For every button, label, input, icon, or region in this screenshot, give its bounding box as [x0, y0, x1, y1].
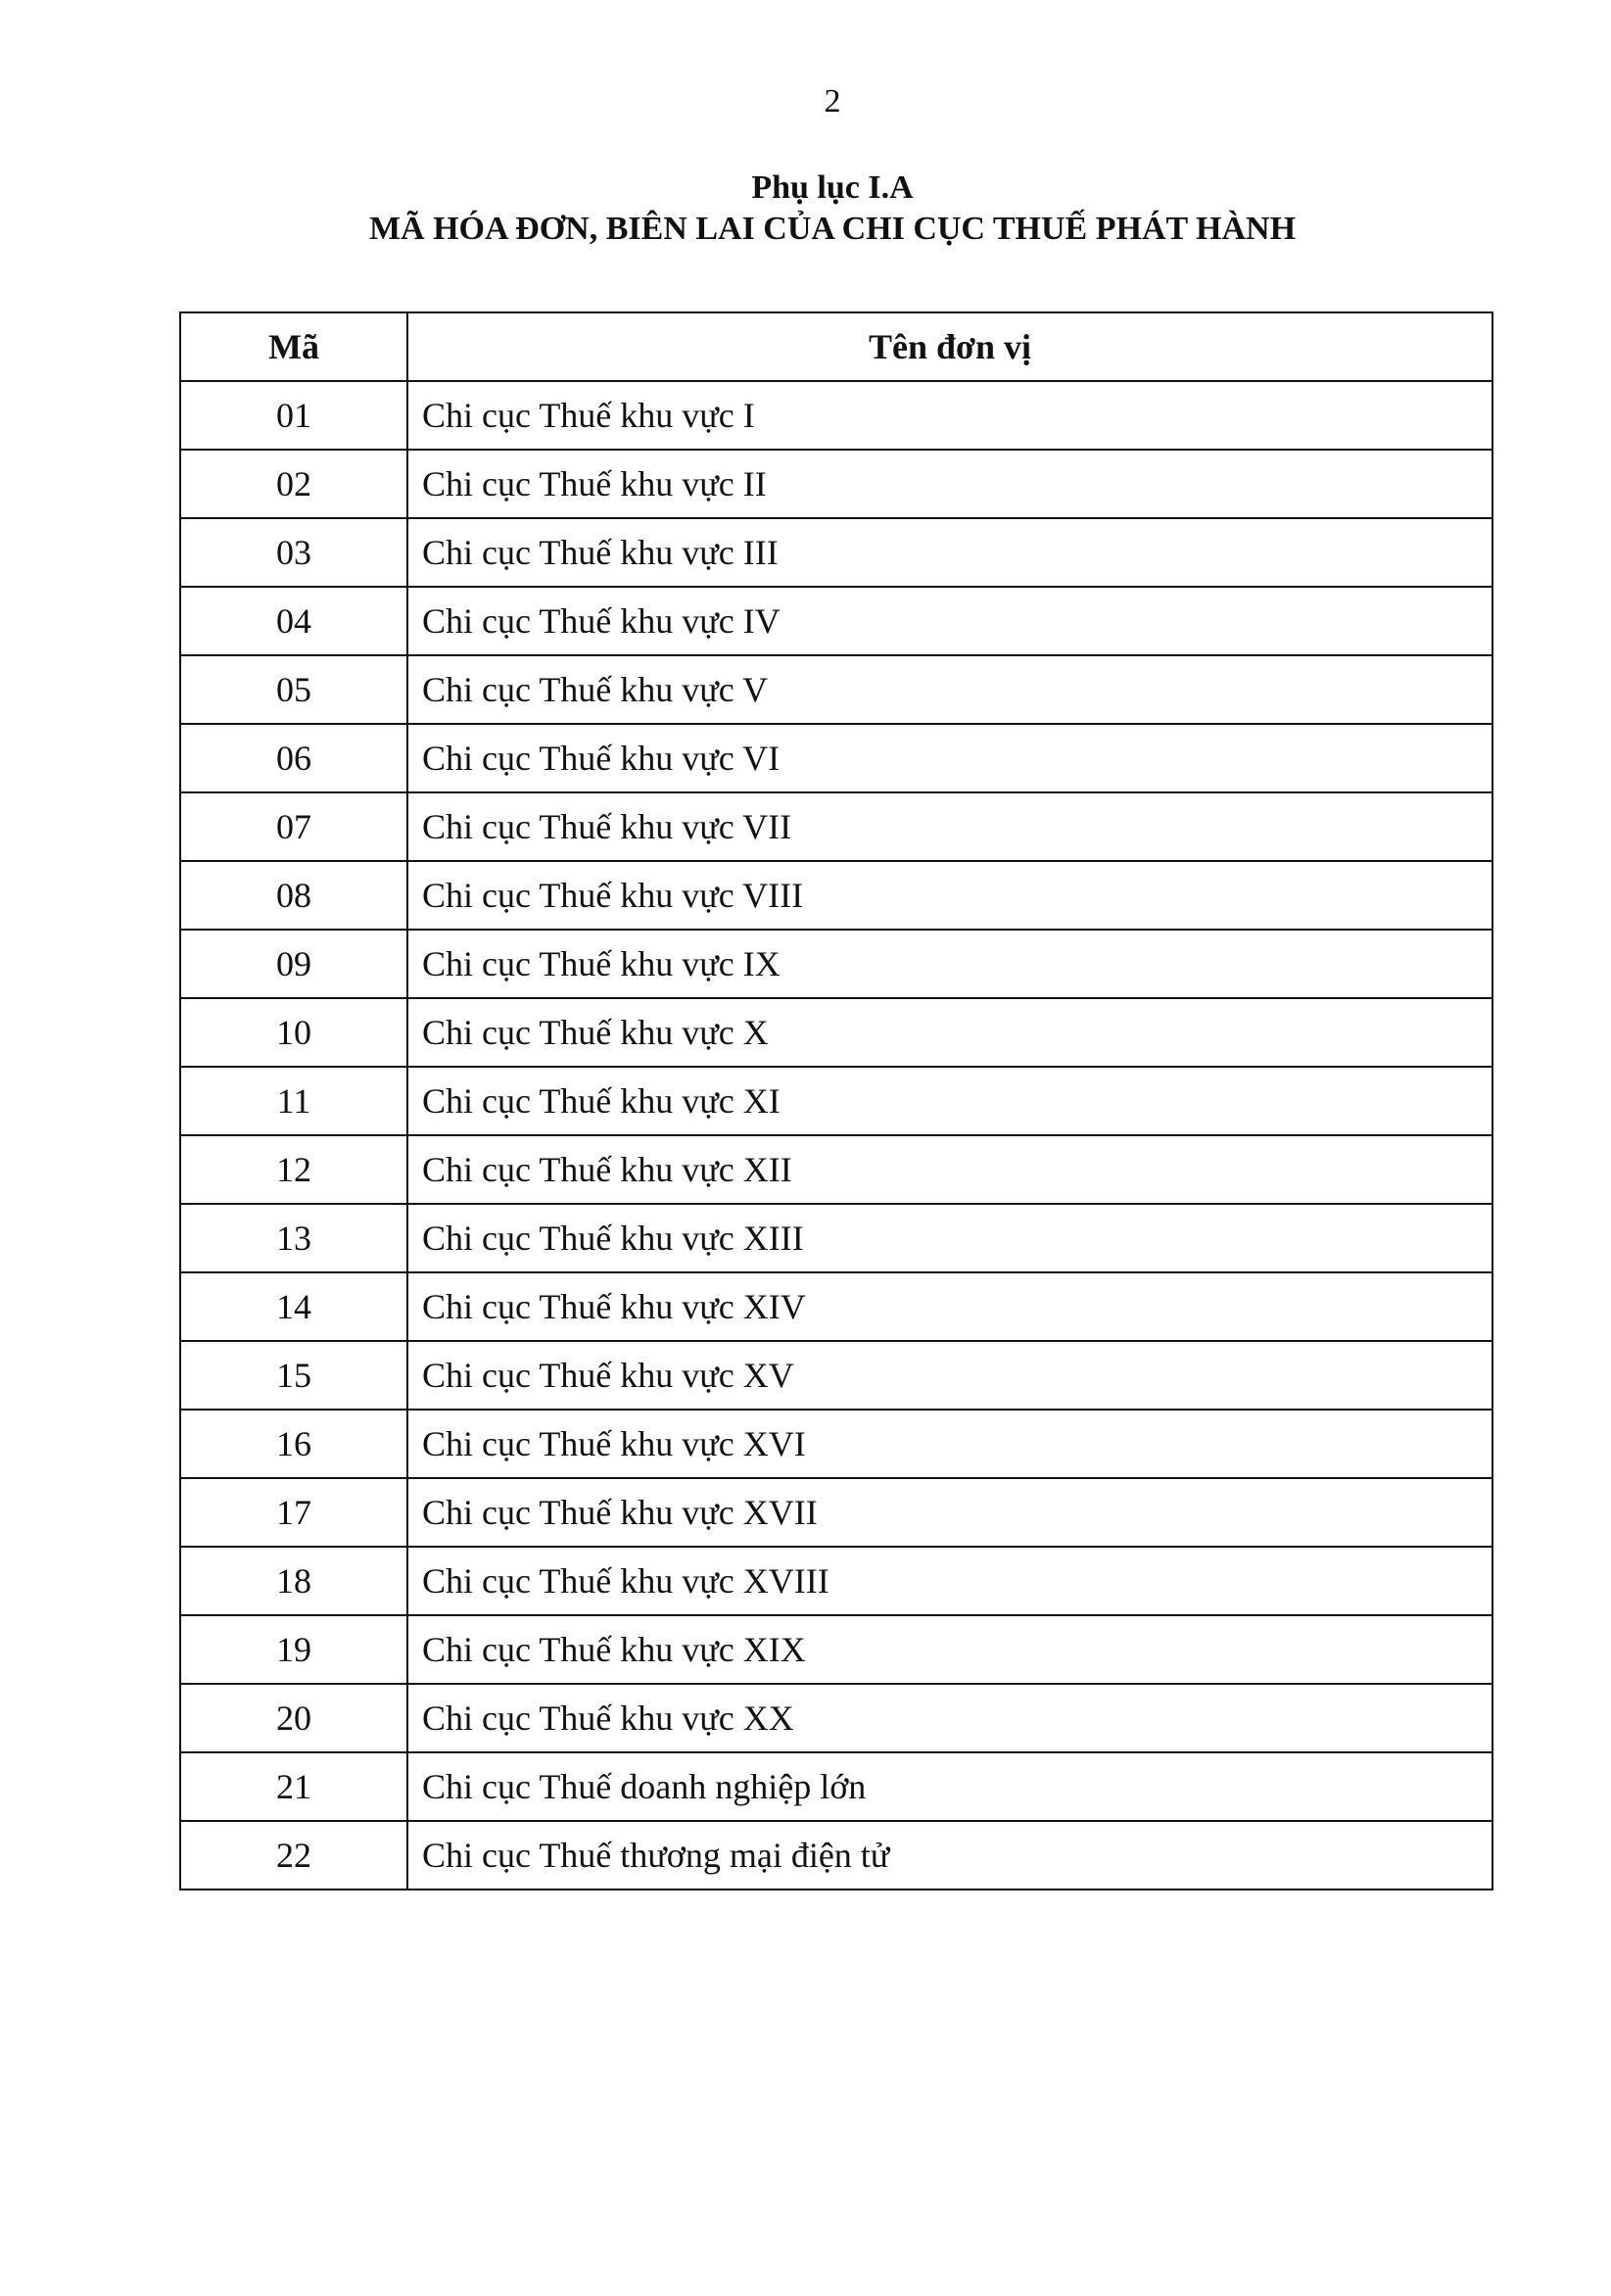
- row-code: 08: [180, 861, 407, 930]
- table-row: [180, 1135, 1493, 1204]
- row-code: 01: [180, 381, 407, 450]
- table-row: [180, 1204, 1493, 1272]
- row-unit-name: Chi cục Thuế khu vực I: [407, 381, 1493, 450]
- table-row: [180, 724, 1493, 792]
- row-code: 05: [180, 655, 407, 724]
- row-code: 02: [180, 450, 407, 518]
- table-row: [180, 1272, 1493, 1341]
- row-unit-name: Chi cục Thuế khu vực XIV: [407, 1272, 1493, 1341]
- row-unit-name: Chi cục Thuế khu vực VIII: [407, 861, 1493, 930]
- row-unit-name: Chi cục Thuế khu vực V: [407, 655, 1493, 724]
- table-row: [180, 1410, 1493, 1478]
- row-unit-name: Chi cục Thuế khu vực IX: [407, 930, 1493, 998]
- row-code: 15: [180, 1341, 407, 1410]
- table-row: [180, 1615, 1493, 1684]
- table-row: [180, 1547, 1493, 1615]
- row-unit-name: Chi cục Thuế thương mại điện tử: [407, 1821, 1493, 1889]
- row-unit-name: Chi cục Thuế khu vực XVII: [407, 1478, 1493, 1547]
- row-unit-name: Chi cục Thuế khu vực XIII: [407, 1204, 1493, 1272]
- row-unit-name: Chi cục Thuế khu vực XVI: [407, 1410, 1493, 1478]
- row-code: 22: [180, 1821, 407, 1889]
- row-unit-name: Chi cục Thuế khu vực XV: [407, 1341, 1493, 1410]
- table-row: [180, 655, 1493, 724]
- table-row: [180, 930, 1493, 998]
- row-code: 19: [180, 1615, 407, 1684]
- appendix-label: Phụ lục I.A: [751, 169, 914, 206]
- row-code: 16: [180, 1410, 407, 1478]
- row-unit-name: Chi cục Thuế khu vực VII: [407, 792, 1493, 861]
- row-unit-name: Chi cục Thuế khu vực XI: [407, 1067, 1493, 1135]
- row-code: 11: [180, 1067, 407, 1135]
- table-row: [180, 1067, 1493, 1135]
- row-unit-name: Chi cục Thuế khu vực X: [407, 998, 1493, 1067]
- table-row: [180, 1684, 1493, 1752]
- row-unit-name: Chi cục Thuế khu vực XII: [407, 1135, 1493, 1204]
- row-unit-name: Chi cục Thuế khu vực XIX: [407, 1615, 1493, 1684]
- page-number: 2: [824, 83, 841, 120]
- row-unit-name: Chi cục Thuế khu vực VI: [407, 724, 1493, 792]
- table-row: [180, 381, 1493, 450]
- row-code: 09: [180, 930, 407, 998]
- header-unit-name: Tên đơn vị: [407, 312, 1493, 381]
- table-row: [180, 792, 1493, 861]
- table-row: [180, 1341, 1493, 1410]
- table-row: [180, 998, 1493, 1067]
- row-code: 14: [180, 1272, 407, 1341]
- table-row: [180, 1478, 1493, 1547]
- row-unit-name: Chi cục Thuế khu vực IV: [407, 587, 1493, 655]
- table-row: [180, 1752, 1493, 1821]
- row-unit-name: Chi cục Thuế doanh nghiệp lớn: [407, 1752, 1493, 1821]
- document-title: MÃ HÓA ĐƠN, BIÊN LAI CỦA CHI CỤC THUẾ PHÁT HÀNH: [368, 211, 1297, 247]
- row-code: 10: [180, 998, 407, 1067]
- row-code: 13: [180, 1204, 407, 1272]
- row-code: 03: [180, 518, 407, 587]
- table-row: [180, 587, 1493, 655]
- table-row: [180, 518, 1493, 587]
- row-code: 17: [180, 1478, 407, 1547]
- table-row: [180, 1821, 1493, 1889]
- row-unit-name: Chi cục Thuế khu vực XVIII: [407, 1547, 1493, 1615]
- row-code: 07: [180, 792, 407, 861]
- row-code: 12: [180, 1135, 407, 1204]
- row-code: 20: [180, 1684, 407, 1752]
- header-code: Mã: [180, 312, 407, 381]
- row-unit-name: Chi cục Thuế khu vực II: [407, 450, 1493, 518]
- table-header-row: [180, 312, 1493, 381]
- table-body: [180, 381, 1493, 1889]
- tax-office-code-table: [179, 311, 1493, 1890]
- row-code: 04: [180, 587, 407, 655]
- row-code: 21: [180, 1752, 407, 1821]
- row-unit-name: Chi cục Thuế khu vực XX: [407, 1684, 1493, 1752]
- row-code: 06: [180, 724, 407, 792]
- table-row: [180, 861, 1493, 930]
- row-unit-name: Chi cục Thuế khu vực III: [407, 518, 1493, 587]
- table-row: [180, 450, 1493, 518]
- row-code: 18: [180, 1547, 407, 1615]
